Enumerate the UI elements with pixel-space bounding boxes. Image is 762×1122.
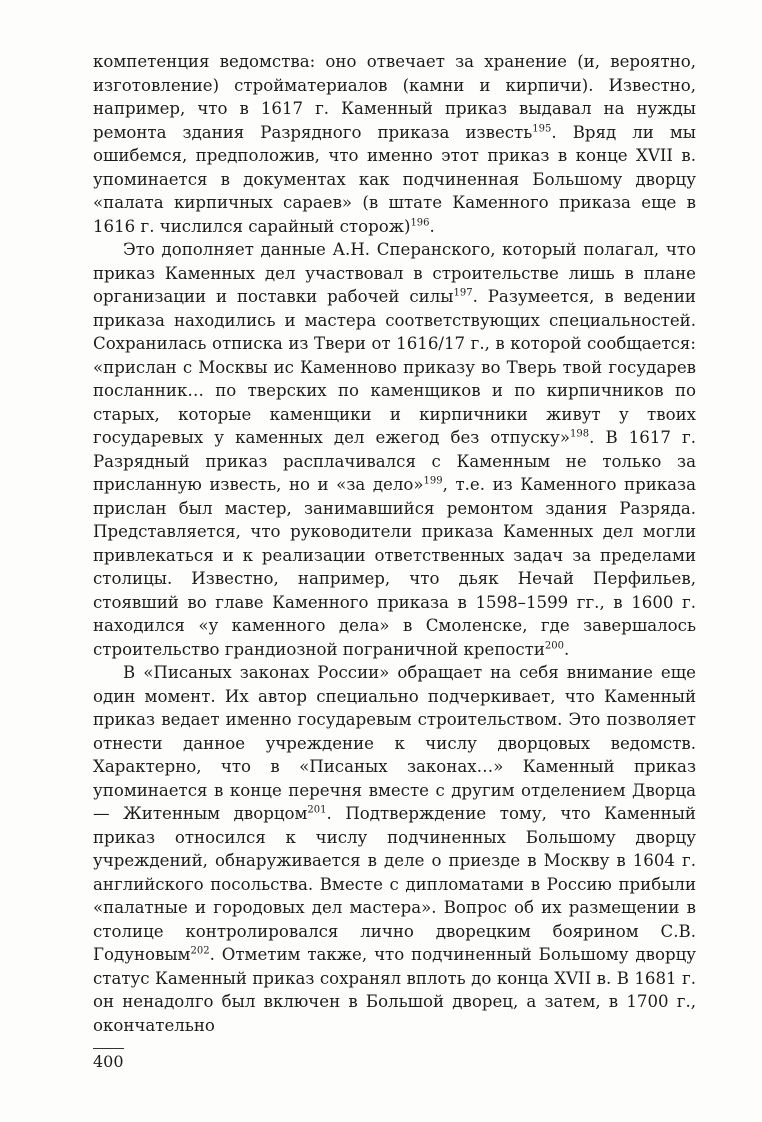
text-run: . Вряд ли мы ошибемся, предположив, что именно этот приказ в конце XVII в. упоминается в документах как подчиненная Большому дворцу «палата кирпичных сараев» (в штате Каменного приказа еще в 1616 г. числился сарайный сторож) xyxy=(93,122,696,236)
footnote-ref: 198 xyxy=(569,428,590,440)
text-run: компетенция ведомства: оно отвечает за хранение (и, вероятно, изготовление) стройматериалов (камни и кирпичи). Известно, например, что в 1617 г. Каменный приказ выдавал на нужды ремонта здания Разрядного приказа известь xyxy=(93,52,696,142)
footnote-ref: 199 xyxy=(423,475,443,487)
text-run: Это дополняет данные А.Н. Сперанского, который полагал, что приказ Каменных дел участвовал в строительстве лишь в плане организации и поставки рабочей силы xyxy=(93,240,696,306)
body-text xyxy=(93,50,696,1037)
footnote-ref: 196 xyxy=(410,216,430,228)
footnote-ref: 195 xyxy=(532,122,552,134)
paragraph xyxy=(93,661,696,1037)
footnote-ref: 197 xyxy=(453,287,473,299)
footer-rule xyxy=(93,1048,124,1049)
text-run: . xyxy=(429,216,435,236)
text-run: . Разумеется, в ведении приказа находились и мастера соответствующих специальностей. Сохранилась отписка из Твери от 1616/17 г., в которой сообщается: «прислан с Москвы ис Каменново приказу во Тверь твой государев посланник… по тверских по каменщиков и по кирпичников по старых, которые каменщики и кирпичники живут у твоих государевых у каменных дел ежегод без отпуску» xyxy=(93,287,696,447)
paragraph xyxy=(93,238,696,661)
footnote-ref: 202 xyxy=(190,945,210,957)
text-run: . Подтверждение тому, что Каменный приказ относился к числу подчиненных Большому дворцу учреждений, обнаруживается в деле о приезде в Москву в 1604 г. английского посольства. Вместе с дипломатами в Россию прибыли «палатные и городовых дел мастера». Вопрос об их размещении в столице контролировался лично дворецким боярином С.В. Годуновым xyxy=(93,804,696,964)
text-run: . Отметим также, что подчиненный Большому дворцу статус Каменный приказ сохранял вплоть до конца XVII в. В 1681 г. он ненадолго был включен в Большой дворец, а затем, в 1700 г., окончательно xyxy=(93,945,696,1035)
paragraph xyxy=(93,50,696,238)
footnote-ref: 200 xyxy=(544,639,564,651)
page-number: 400 xyxy=(93,1052,124,1071)
text-run: . xyxy=(564,639,570,659)
text-run: , т.е. из Каменного приказа прислан был мастер, занимавшийся ремонтом здания Разряда. Представляется, что руководители приказа Каменных дел могли привлекаться и к реализации ответственных задач за пределами столицы. Известно, например, что дьяк Нечай Перфильев, стоявший во главе Каменного приказа в 1598–1599 гг., в 1600 г. находился «у каменного дела» в Смоленске, где завершалось строительство грандиозной пограничной крепости xyxy=(93,475,696,659)
text-run: . В 1617 г. Разрядный приказ расплачивался с Каменным не только за присланную известь, но и «за дело» xyxy=(93,428,697,494)
footnote-ref: 201 xyxy=(307,804,327,816)
text-run: В «Писаных законах России» обращает на себя внимание еще один момент. Их автор специально подчеркивает, что Каменный приказ ведает именно государевым строительством. Это позволяет отнести данное учреждение к числу дворцовых ведомств. Характерно, что в «Писаных законах…» Каменный приказ упоминается в конце перечня вместе с другим отделением Дворца — Житенным дворцом xyxy=(93,663,696,823)
